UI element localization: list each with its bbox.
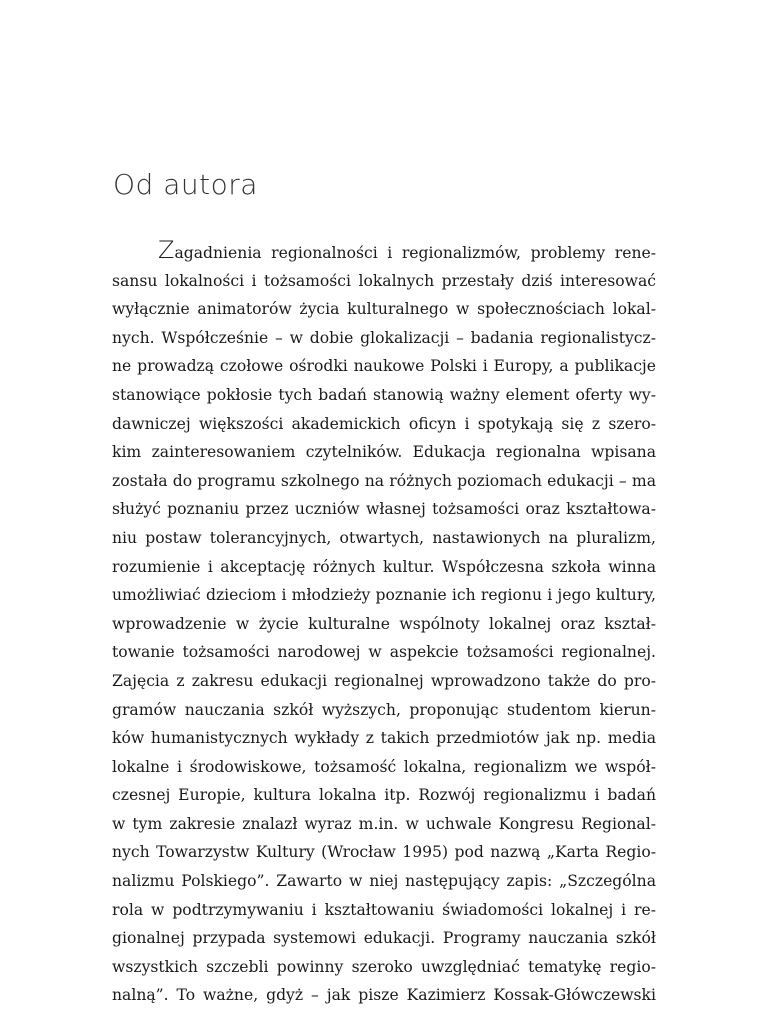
text-line: sansu lokalności i tożsamości lokalnych przestały dziś interesować xyxy=(112,271,656,290)
text-line: nalizmu Polskiego”. Zawarto w niej następujący zapis: „Szczególna xyxy=(112,872,656,891)
text-line: towanie tożsamości narodowej w aspekcie tożsamości regionalnej. xyxy=(112,643,656,662)
initial-letter: Z xyxy=(158,236,175,264)
text-line: czesnej Europie, kultura lokalna itp. Rozwój regionalizmu i badań xyxy=(112,786,656,805)
text-line: służyć poznaniu przez uczniów własnej tożsamości oraz kształtowa- xyxy=(112,500,656,519)
line-text: agadnienia regionalności i regionalizmów, problemy rene- xyxy=(174,244,656,262)
text-line: nych Towarzystw Kultury (Wrocław 1995) pod nazwą „Karta Regio- xyxy=(112,843,656,862)
text-line: kim zainteresowaniem czytelników. Edukacja regionalna wpisana xyxy=(112,443,656,462)
text-line: umożliwiać dzieciom i młodzieży poznanie ich regionu i jego kultury, xyxy=(112,586,656,605)
text-line: Zajęcia z zakresu edukacji regionalnej wprowadzono także do pro- xyxy=(112,671,656,690)
text-line: w tym zakresie znalazł wyraz m.in. w uchwale Kongresu Regional- xyxy=(112,814,656,833)
body-paragraph xyxy=(112,238,656,1010)
text-line: niu postaw tolerancyjnych, otwartych, nastawionych na pluralizm, xyxy=(112,528,656,547)
text-line-1 xyxy=(112,238,656,267)
text-line: ków humanistycznych wykłady z takich przedmiotów jak np. media xyxy=(112,729,656,748)
text-line: wyłącznie animatorów życia kulturalnego w społecznościach lokal- xyxy=(112,300,656,319)
text-line: nych. Współcześnie – w dobie glokalizacji – badania regionalistycz- xyxy=(112,328,656,347)
text-line: gramów nauczania szkół wyższych, proponując studentom kierun- xyxy=(112,700,656,719)
text-line: dawniczej większości akademickich oficyn i spotykają się z szero- xyxy=(112,414,656,433)
text-line: wszystkich szczebli powinny szeroko uwzględniać tematykę regio- xyxy=(112,957,656,976)
text-line: lokalne i środowiskowe, tożsamość lokalna, regionalizm we współ- xyxy=(112,757,656,776)
text-line: rozumienie i akceptację różnych kultur. Współczesna szkoła winna xyxy=(112,557,656,576)
text-line: nalną”. To ważne, gdyż – jak pisze Kazimierz Kossak-Główczewski xyxy=(112,986,656,1005)
text-line: gionalnej przypada systemowi edukacji. Programy nauczania szkół xyxy=(112,929,656,948)
text-line: została do programu szkolnego na różnych poziomach edukacji – ma xyxy=(112,471,656,490)
text-line: ne prowadzą czołowe ośrodki naukowe Polski i Europy, a publikacje xyxy=(112,357,656,376)
chapter-heading: Od autora xyxy=(113,168,258,201)
text-line: wprowadzenie w życie kulturalne wspólnoty lokalnej oraz kształ- xyxy=(112,614,656,633)
text-line: rola w podtrzymywaniu i kształtowaniu świadomości lokalnej i re- xyxy=(112,900,656,919)
text-line: stanowiące pokłosie tych badań stanowią ważny element oferty wy- xyxy=(112,385,656,404)
